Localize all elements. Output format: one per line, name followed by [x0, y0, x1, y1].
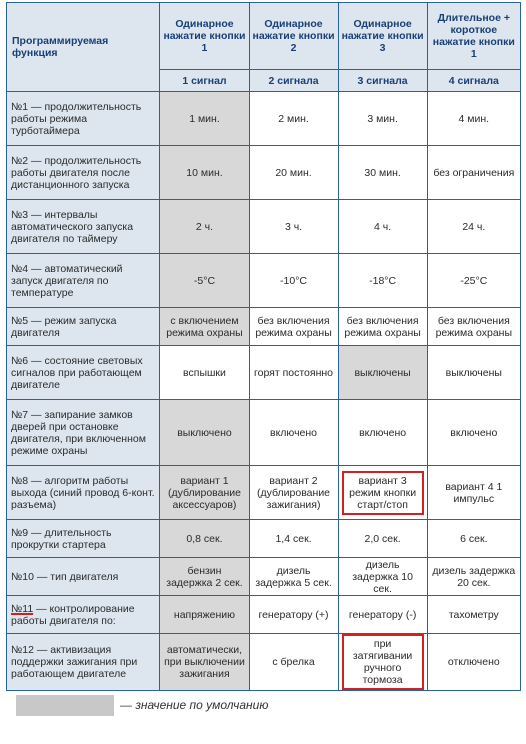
function-cell — [7, 596, 160, 634]
value-cell-default: выключено — [160, 400, 249, 466]
legend-text: — значение по умолчанию — [120, 698, 269, 712]
function-text: — контролирование работы двигателя по: — [11, 602, 135, 627]
function-cell — [7, 92, 160, 146]
function-number: №11 — [11, 602, 34, 615]
function-text: — интервалы автоматического запуска двигателя по таймеру — [11, 208, 134, 245]
value-cell-default: напряжению — [160, 596, 249, 634]
value-cell: 2,0 сек. — [338, 520, 427, 558]
value-cell-default: -5°С — [160, 254, 249, 308]
value-cell: дизель задержка 10 сек. — [338, 558, 427, 596]
value-cell: без включения режима охраны — [338, 308, 427, 346]
table-row — [7, 634, 521, 691]
column-4-action: Длительное + короткое нажатие кнопки 1 — [427, 3, 520, 70]
value-cell: -18°С — [338, 254, 427, 308]
value-cell: 30 мин. — [338, 146, 427, 200]
value-cell-default: выключены — [338, 346, 427, 400]
value-cell-default: 1 мин. — [160, 92, 249, 146]
function-cell — [7, 466, 160, 520]
function-cell — [7, 520, 160, 558]
value-cell: отключено — [427, 634, 520, 691]
value-cell-default: 2 ч. — [160, 200, 249, 254]
function-number: №9 — [11, 526, 29, 539]
table-row — [7, 400, 521, 466]
function-column-header: Программируемая функция — [7, 3, 160, 92]
value-cell: генератору (+) — [249, 596, 338, 634]
value-cell: включено — [249, 400, 338, 466]
value-cell: вспышки — [160, 346, 249, 400]
function-cell — [7, 146, 160, 200]
table-row — [7, 92, 521, 146]
highlight-box: при затягивании ручного тормоза — [342, 634, 424, 690]
function-number: №7 — [11, 408, 29, 421]
value-cell: 4 мин. — [427, 92, 520, 146]
value-cell: без включения режима охраны — [427, 308, 520, 346]
function-number: №3 — [11, 208, 29, 221]
function-number: №8 — [11, 474, 29, 487]
table-row — [7, 596, 521, 634]
value-cell: 6 сек. — [427, 520, 520, 558]
function-text: — продолжительность работы двигателя после дистанционного запуска — [11, 154, 142, 191]
value-cell: включено — [338, 400, 427, 466]
function-text: — длительность прокрутки стартера — [11, 526, 112, 551]
table-row — [7, 146, 521, 200]
function-cell — [7, 634, 160, 691]
value-cell: дизель задержка 20 сек. — [427, 558, 520, 596]
value-cell: тахометру — [427, 596, 520, 634]
function-cell — [7, 400, 160, 466]
function-number: №6 — [11, 354, 29, 367]
value-cell: 2 мин. — [249, 92, 338, 146]
function-cell — [7, 308, 160, 346]
function-text: — автоматический запуск двигателя по температуре — [11, 262, 123, 299]
column-3-action: Одинарное нажатие кнопки 3 — [338, 3, 427, 70]
table-row — [7, 466, 521, 520]
value-cell-highlighted — [338, 466, 427, 520]
value-cell-default: вариант 1 (дублирование аксессуаров) — [160, 466, 249, 520]
value-cell: без ограничения — [427, 146, 520, 200]
value-cell: 24 ч. — [427, 200, 520, 254]
value-cell: 3 ч. — [249, 200, 338, 254]
value-cell: с брелка — [249, 634, 338, 691]
function-cell — [7, 558, 160, 596]
column-1-signal: 1 сигнал — [160, 70, 249, 92]
value-cell-highlighted — [338, 634, 427, 691]
function-text: — запирание замков дверей при остановке двигателя, при включенном режиме охраны — [11, 408, 146, 457]
legend — [16, 695, 526, 717]
value-cell-default: с включением режима охраны — [160, 308, 249, 346]
value-cell: выключены — [427, 346, 520, 400]
value-cell-default: 0,8 сек. — [160, 520, 249, 558]
function-cell — [7, 200, 160, 254]
value-cell: -25°С — [427, 254, 520, 308]
value-cell: генератору (-) — [338, 596, 427, 634]
column-2-signal: 2 сигнала — [249, 70, 338, 92]
table-row — [7, 346, 521, 400]
function-number: №4 — [11, 262, 29, 275]
value-cell: дизель задержка 5 сек. — [249, 558, 338, 596]
value-cell: -10°С — [249, 254, 338, 308]
function-cell — [7, 254, 160, 308]
function-text: — активизация поддержки зажигания при работающем двигателе — [11, 644, 138, 680]
value-cell: вариант 4 1 импульс — [427, 466, 520, 520]
function-text: — продолжительность работы режима турботаймера — [11, 100, 142, 137]
function-text: — алгоритм работы выхода (синий провод 6-конт. разъема) — [11, 474, 155, 511]
function-table — [6, 2, 521, 691]
function-text: — режим запуска двигателя — [11, 314, 117, 339]
value-cell: горят постоянно — [249, 346, 338, 400]
value-cell: 3 мин. — [338, 92, 427, 146]
value-cell: включено — [427, 400, 520, 466]
value-cell-default: бензин задержка 2 сек. — [160, 558, 249, 596]
function-text: — состояние световых сигналов при работающем двигателе — [11, 354, 143, 391]
column-2-action: Одинарное нажатие кнопки 2 — [249, 3, 338, 70]
function-number: №10 — [11, 570, 34, 583]
default-value-swatch — [16, 695, 114, 716]
value-cell-default: 10 мин. — [160, 146, 249, 200]
value-cell: 1,4 сек. — [249, 520, 338, 558]
value-cell: вариант 2 (дублирование зажигания) — [249, 466, 338, 520]
function-number: №12 — [11, 644, 34, 656]
column-4-signal: 4 сигнала — [427, 70, 520, 92]
table-row — [7, 308, 521, 346]
table-row — [7, 200, 521, 254]
table-row — [7, 520, 521, 558]
column-1-action: Одинарное нажатие кнопки 1 — [160, 3, 249, 70]
function-cell — [7, 346, 160, 400]
value-cell: 4 ч. — [338, 200, 427, 254]
table-row — [7, 254, 521, 308]
value-cell-default: автоматически, при выключении зажигания — [160, 634, 249, 691]
function-number: №5 — [11, 314, 29, 327]
function-number: №2 — [11, 154, 29, 167]
table-row — [7, 558, 521, 596]
function-text: — тип двигателя — [33, 570, 119, 583]
highlight-box: вариант 3 режим кнопки старт/стоп — [342, 471, 424, 515]
column-3-signal: 3 сигнала — [338, 70, 427, 92]
value-cell: 20 мин. — [249, 146, 338, 200]
function-number: №1 — [11, 100, 29, 113]
value-cell: без включения режима охраны — [249, 308, 338, 346]
